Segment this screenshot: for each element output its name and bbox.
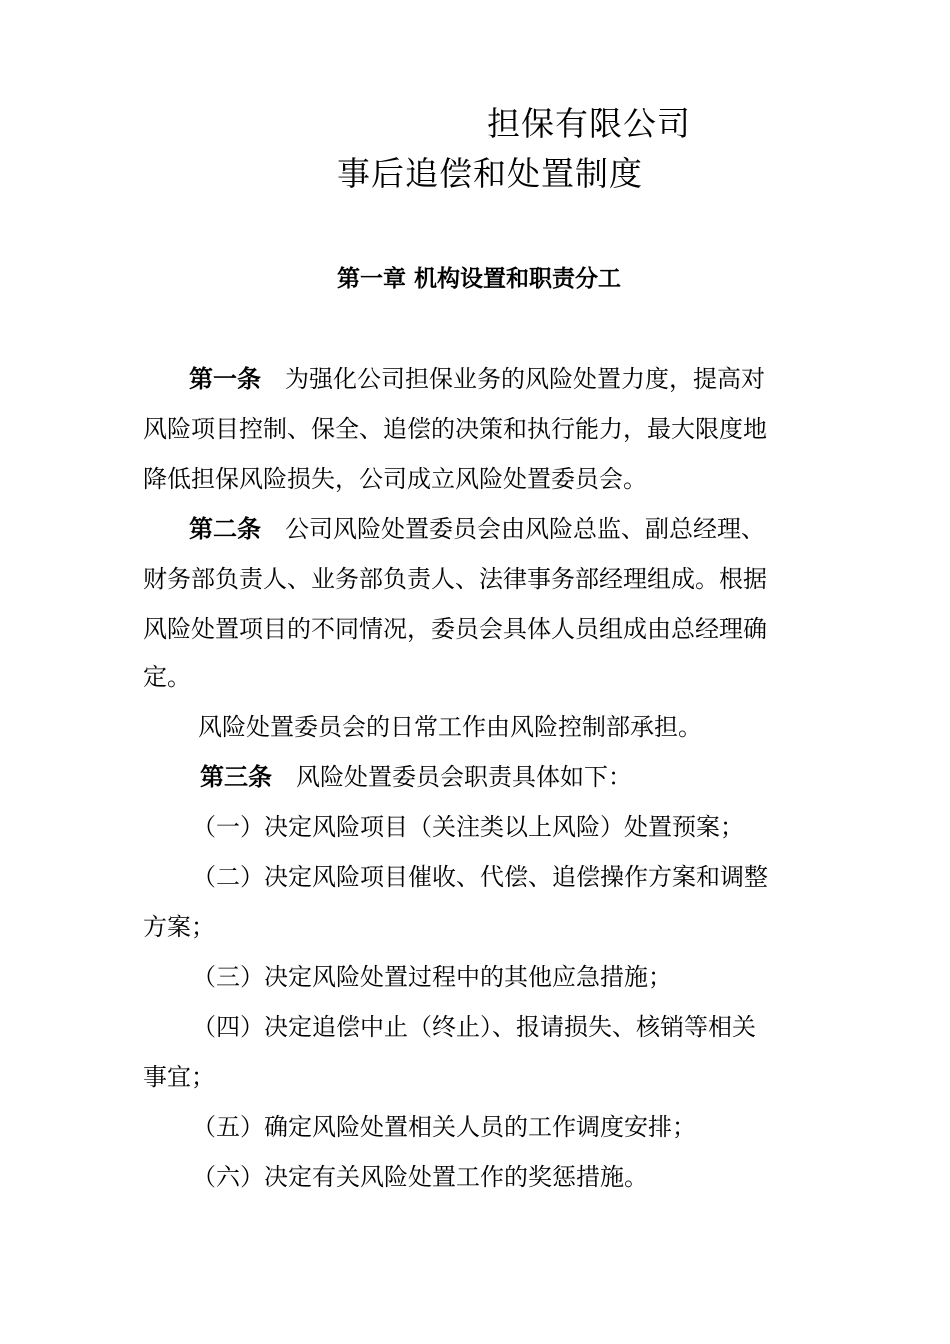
line-text: （四）决定追偿中止（终止）、报请损失、核销等相关 [192, 1013, 756, 1041]
paragraph-line [192, 860, 768, 894]
line-text: 事宜； [143, 1063, 215, 1091]
line-text: 方案； [143, 913, 215, 941]
paragraph-line [200, 760, 632, 794]
paragraph-line [143, 562, 767, 596]
article-label: 第一条 [189, 365, 261, 393]
line-text: 公司风险处置委员会由风险总监、副总经理、 [285, 515, 765, 543]
paragraph-line [189, 362, 765, 396]
line-text: 财务部负责人、业务部负责人、法律事务部经理组成。根据 [143, 565, 767, 593]
paragraph-line [192, 810, 744, 844]
paragraph-line [192, 1160, 648, 1194]
line-text: 定。 [143, 663, 191, 691]
paragraph-line [192, 1010, 756, 1044]
line-text: （一）决定风险项目（关注类以上风险）处置预案； [192, 813, 744, 841]
paragraph-line [192, 1110, 696, 1144]
paragraph-line [143, 660, 191, 694]
title-regulation: 事后追偿和处置制度 [337, 154, 643, 193]
paragraph-line [143, 462, 647, 496]
line-text: 风险处置委员会职责具体如下： [296, 763, 632, 791]
line-text: 为强化公司担保业务的风险处置力度，提高对 [285, 365, 765, 393]
paragraph-line [189, 512, 765, 546]
line-text: 风险处置项目的不同情况，委员会具体人员组成由总经理确 [143, 615, 767, 643]
title-company: 担保有限公司 [487, 104, 691, 143]
line-text: （二）决定风险项目催收、代偿、追偿操作方案和调整 [192, 863, 768, 891]
line-text: 风险项目控制、保全、追偿的决策和执行能力，最大限度地 [143, 415, 767, 443]
paragraph-line [143, 910, 215, 944]
line-text: 风险处置委员会的日常工作由风险控制部承担。 [198, 713, 702, 741]
line-text: （三）决定风险处置过程中的其他应急措施； [192, 963, 672, 991]
paragraph-line [143, 412, 767, 446]
article-label: 第三条 [200, 763, 272, 791]
paragraph-line [143, 1060, 215, 1094]
paragraph-line [143, 612, 767, 646]
paragraph-line [192, 960, 672, 994]
chapter-heading: 第一章 机构设置和职责分工 [337, 266, 622, 292]
line-text: （五）确定风险处置相关人员的工作调度安排； [192, 1113, 696, 1141]
paragraph-line [198, 710, 702, 744]
line-text: 降低担保风险损失，公司成立风险处置委员会。 [143, 465, 647, 493]
line-text: （六）决定有关风险处置工作的奖惩措施。 [192, 1163, 648, 1191]
article-label: 第二条 [189, 515, 261, 543]
